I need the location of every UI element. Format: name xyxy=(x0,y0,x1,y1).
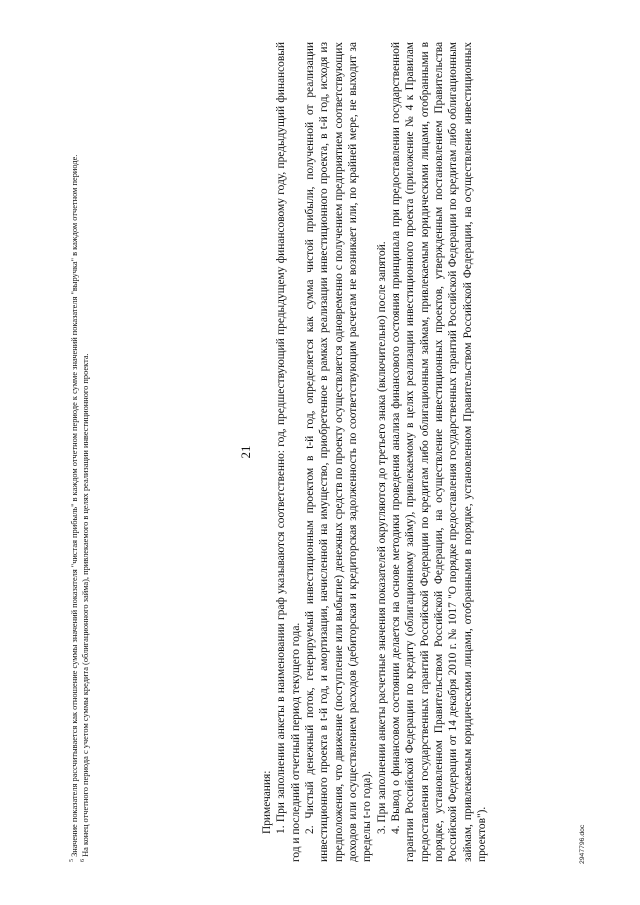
footnote-text: Значение показателя рассчитывается как отношение суммы значений показателя "чистая прибыль" в каждом отчетном периоде к сумме значений показателя "выручка" в каждом отчетном периоде. xyxy=(70,154,79,857)
note-paragraph-3: 3. При заполнении анкеты расчетные значения показателей округляются до третьего знака (включительно) после запятой. xyxy=(375,241,388,834)
footnote-6 xyxy=(81,42,92,862)
document-filename: 2947796.doc xyxy=(579,824,586,864)
footnote-mark: 5 xyxy=(69,859,76,862)
rotated-page xyxy=(70,42,630,862)
footnote-mark: 6 xyxy=(79,859,86,862)
note-paragraph-1: 1. При заполнении анкеты в наименовании граф указываются соответственно: год, предшествующий предыдущему финансовому году, предыдущий финансовый год и последний отчетный период текущего года. xyxy=(275,42,302,862)
notes-heading: Примечания: xyxy=(261,770,273,834)
footnotes xyxy=(70,42,91,862)
note-paragraph-4: 4. Вывод о финансовом состоянии делается на основе методики проведения анализа финансового состояния принципала при предоставлении государственной гарантии Российской Федерации по кредиту (облигационному займу), привлекаемому в целях реализации инвестиционного проекта (приложение № 4 к Правилам предоставления государственных гарантий Российской Федерации по кредитам либо облигационным займам, привлекаемым юридическими лицами, отобранными в порядке, установленном Правительством Российской Федерации, на осуществление инвестиционных проектов, утвержденным постановлением Правительства Российской Федерации от 14 декабря 2010 г. № 1017 "О порядке предоставления государственных гарантий Российской Федерации по кредитам либо облигационным займам, привлекаемым юридическими лицами, отобранными в порядке, установленном Правительством Российской Федерации, на осуществление инвестиционных проектов"). xyxy=(390,42,489,862)
page-number: 21 xyxy=(238,445,253,459)
footnote-text: На конец отчетного периода с учетом суммы кредита (облигационного займа), привлекаемого в целях реализации инвестиционного проекта. xyxy=(80,353,90,857)
footnote-5 xyxy=(70,42,81,862)
note-paragraph-2: 2. Чистый денежный поток, генерируемый инвестиционным проектом в t-й год, определяется как сумма чистой прибыли, полученной от реализации инвестиционного проекта в t-й год, и амортизации, начисленной на имущество, приобретенное в рамках реализации инвестиционного проекта, в t-й год, исходя из предположения, что движение (поступление или выбытие) денежных средств по проекту осуществляется одновременно с получением предприятием соответствующих доходов или осуществлением расходов (дебиторская и кредиторская задолженность по соответствующим расчетам не возникает или, по крайней мере, не выходит за пределы t-го года). xyxy=(304,42,374,862)
notes-section xyxy=(260,42,490,862)
